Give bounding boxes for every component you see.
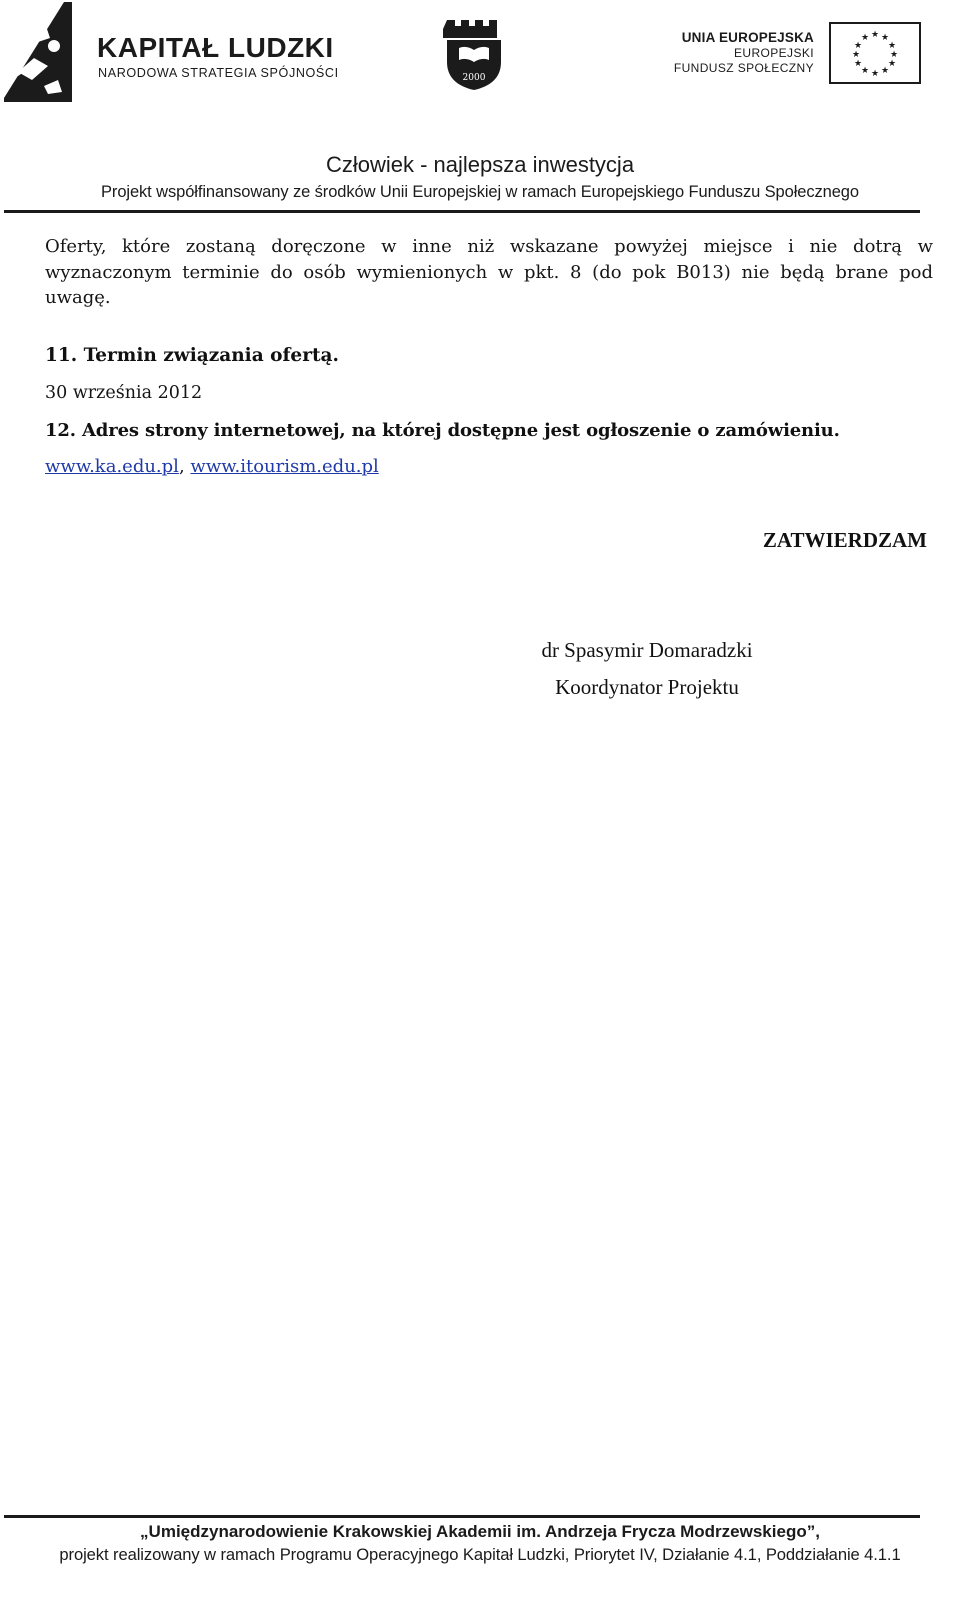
university-crest-icon	[443, 18, 505, 90]
signatory-name: dr Spasymir Domaradzki	[541, 638, 753, 662]
footer-project-title: „Umiędzynarodowienie Krakowskiej Akademii im. Andrzeja Frycza Modrzewskiego”,	[140, 1522, 820, 1541]
svg-text:★: ★	[853, 59, 863, 69]
svg-text:★: ★	[851, 50, 861, 60]
offer-binding-date: 30 września 2012	[45, 383, 203, 403]
signatory-role: Koordynator Projektu	[555, 675, 739, 699]
kapital-ludzki-title: KAPITAŁ LUDZKI	[97, 32, 334, 63]
link-itourism-edu[interactable]: www.itourism.edu.pl	[190, 456, 379, 477]
svg-text:★: ★	[889, 50, 899, 60]
eu-flag-icon	[829, 22, 921, 84]
footer-divider	[4, 1515, 920, 1518]
svg-text:★: ★	[853, 41, 863, 51]
svg-text:★: ★	[880, 66, 890, 76]
svg-text:★: ★	[880, 33, 890, 43]
document-header	[0, 0, 960, 220]
eu-fund-label-2: FUNDUSZ SPOŁECZNY	[673, 61, 814, 75]
svg-text:★: ★	[870, 69, 880, 79]
link-ka-edu[interactable]: www.ka.edu.pl	[45, 456, 179, 477]
link-separator: ,	[178, 456, 185, 477]
project-cofinancing-line: Projekt współfinansowany ze środków Unii Europejskiej w ramach Europejskiego Funduszu Społecznego	[101, 183, 859, 201]
svg-text:★: ★	[870, 30, 880, 40]
eu-fund-label-1: EUROPEJSKI	[733, 46, 814, 60]
approval-label: ZATWIERDZAM	[762, 528, 927, 552]
svg-text:★: ★	[887, 59, 897, 69]
kapital-ludzki-subtitle: NARODOWA STRATEGIA SPÓJNOŚCI	[98, 66, 339, 80]
slogan: Człowiek - najlepsza inwestycja	[325, 152, 635, 177]
eu-union-label: UNIA EUROPEJSKA	[681, 30, 814, 45]
website-links	[45, 456, 379, 477]
kapital-ludzki-logo-icon	[4, 2, 72, 102]
eu-text-block	[674, 30, 814, 76]
footer-programme-line: projekt realizowany w ramach Programu Operacyjnego Kapitał Ludzki, Priorytet IV, Działanie 4.1, Poddziałanie 4.1.1	[59, 1545, 901, 1564]
svg-text:★: ★	[860, 66, 870, 76]
section-11-heading: 11. Termin związania ofertą.	[45, 345, 339, 366]
svg-text:★: ★	[860, 33, 870, 43]
header-divider	[4, 210, 920, 213]
svg-text:2000: 2000	[462, 73, 486, 83]
section-12-heading: 12. Adres strony internetowej, na której dostępne jest ogłoszenie o zamówieniu.	[45, 420, 840, 441]
offers-paragraph: Oferty, które zostaną doręczone w inne niż wskazane powyżej miejsce i nie dotrą w wyznaczonym terminie do osób wymienionych w pkt. 8 (do pok B013) nie będą brane pod uwagę.	[45, 236, 933, 308]
svg-text:★: ★	[887, 41, 897, 51]
